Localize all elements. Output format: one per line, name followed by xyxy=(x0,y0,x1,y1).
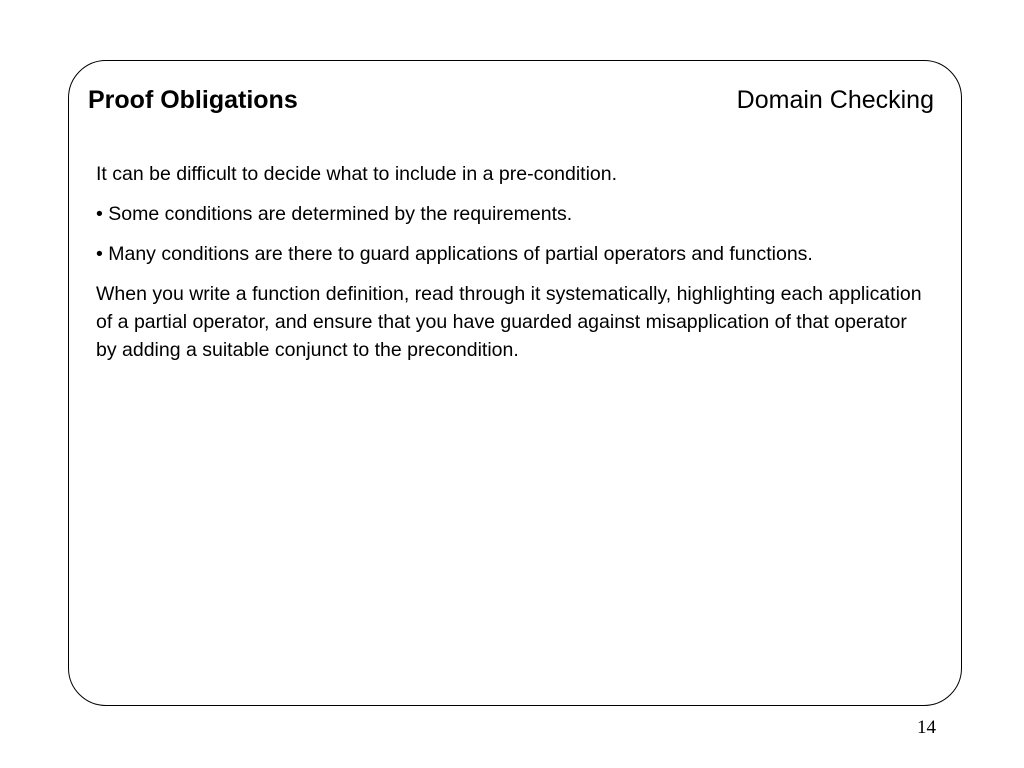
page-number: 14 xyxy=(917,717,936,738)
slide-frame xyxy=(68,60,962,706)
slide-title: Proof Obligations xyxy=(88,86,298,114)
section-title: Domain Checking xyxy=(736,86,934,114)
slide-body xyxy=(96,160,926,376)
bullet-partial-operators: • Many conditions are there to guard applications of partial operators and functions. xyxy=(96,243,813,265)
body-paragraph-intro: It can be difficult to decide what to include in a pre-condition. xyxy=(96,163,618,185)
bullet-requirements: • Some conditions are determined by the requirements. xyxy=(96,203,573,225)
body-paragraph-advice: When you write a function definition, read through it systematically, highlighting each application of a partial operator, and ensure that you have guarded against misapplication of that operator by adding a suitable conjunct to the precondition. xyxy=(96,283,922,361)
